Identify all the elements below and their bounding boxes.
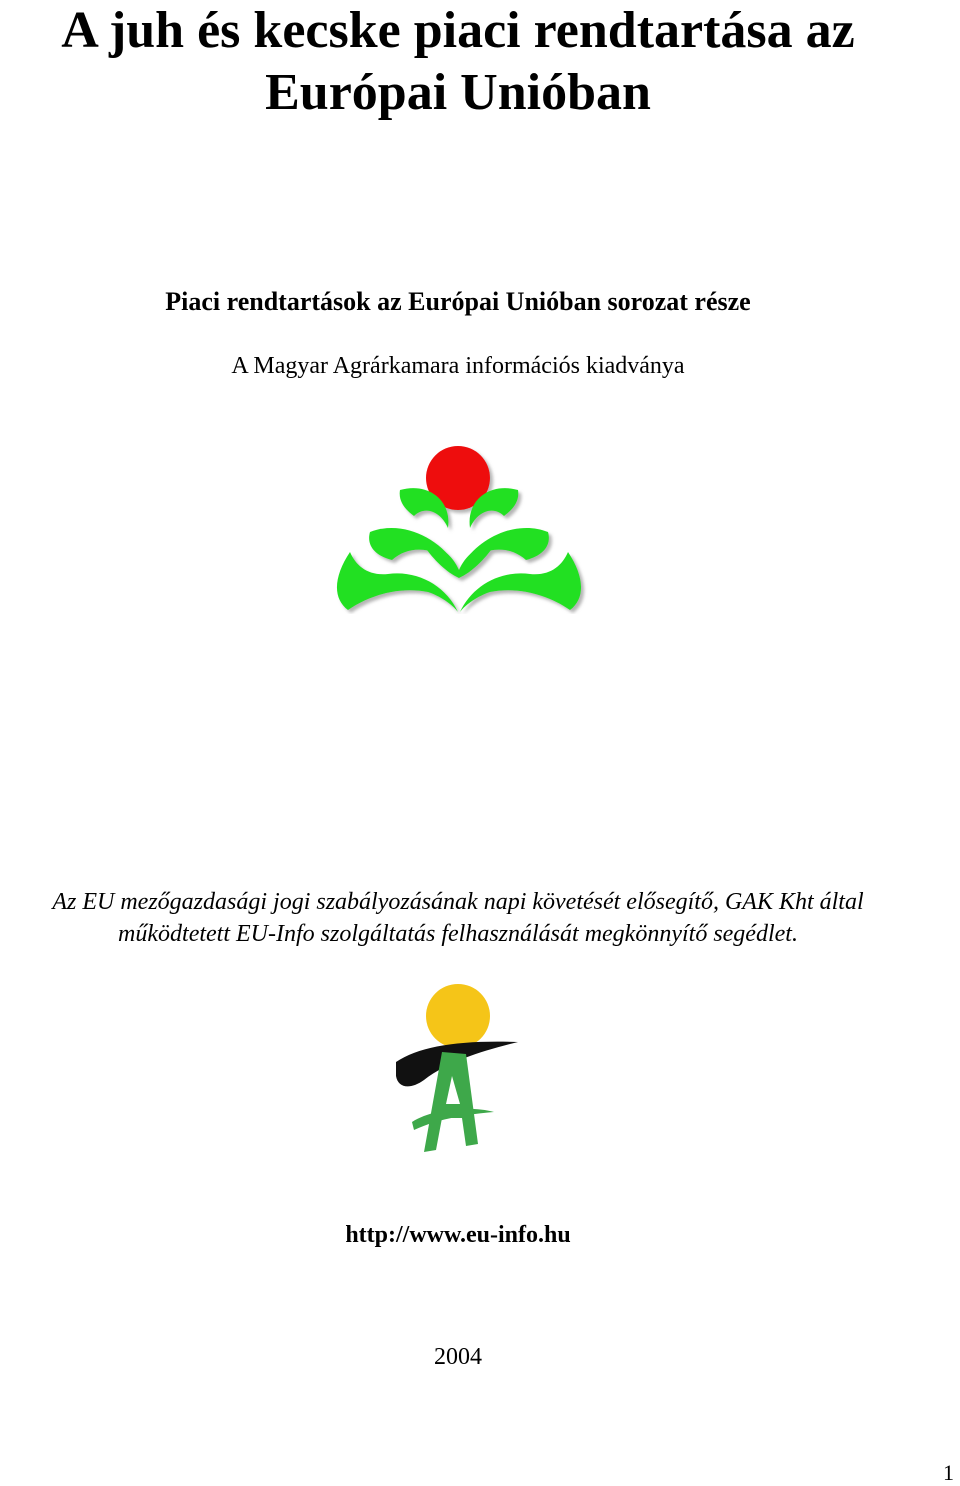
agrarkamara-logo-icon — [328, 446, 590, 614]
publication-year: 2004 — [434, 1344, 482, 1370]
description-line-2: működtetett EU-Info szolgáltatás felhasználását megkönnyítő segédlet. — [118, 921, 798, 947]
description-line-1: Az EU mezőgazdasági jogi szabályozásának napi követését elősegítő, GAK Kht által — [52, 889, 864, 915]
euinfo-sun — [426, 984, 490, 1048]
title-line-2: Európai Unióban — [265, 64, 651, 121]
page-number: 1 — [943, 1460, 954, 1485]
title-line-1: A juh és kecske piaci rendtartása az — [61, 2, 855, 59]
series-subtitle: Piaci rendtartások az Európai Unióban sorozat része — [165, 287, 751, 316]
document-title — [0, 0, 916, 124]
euinfo-logo-icon — [390, 984, 522, 1156]
publisher-line: A Magyar Agrárkamara információs kiadványa — [231, 353, 685, 379]
euinfo-letter-a-swash — [412, 1109, 494, 1130]
website-url: http://www.eu-info.hu — [345, 1222, 571, 1248]
logo-leaf-center — [424, 546, 494, 578]
description-text — [0, 886, 916, 950]
